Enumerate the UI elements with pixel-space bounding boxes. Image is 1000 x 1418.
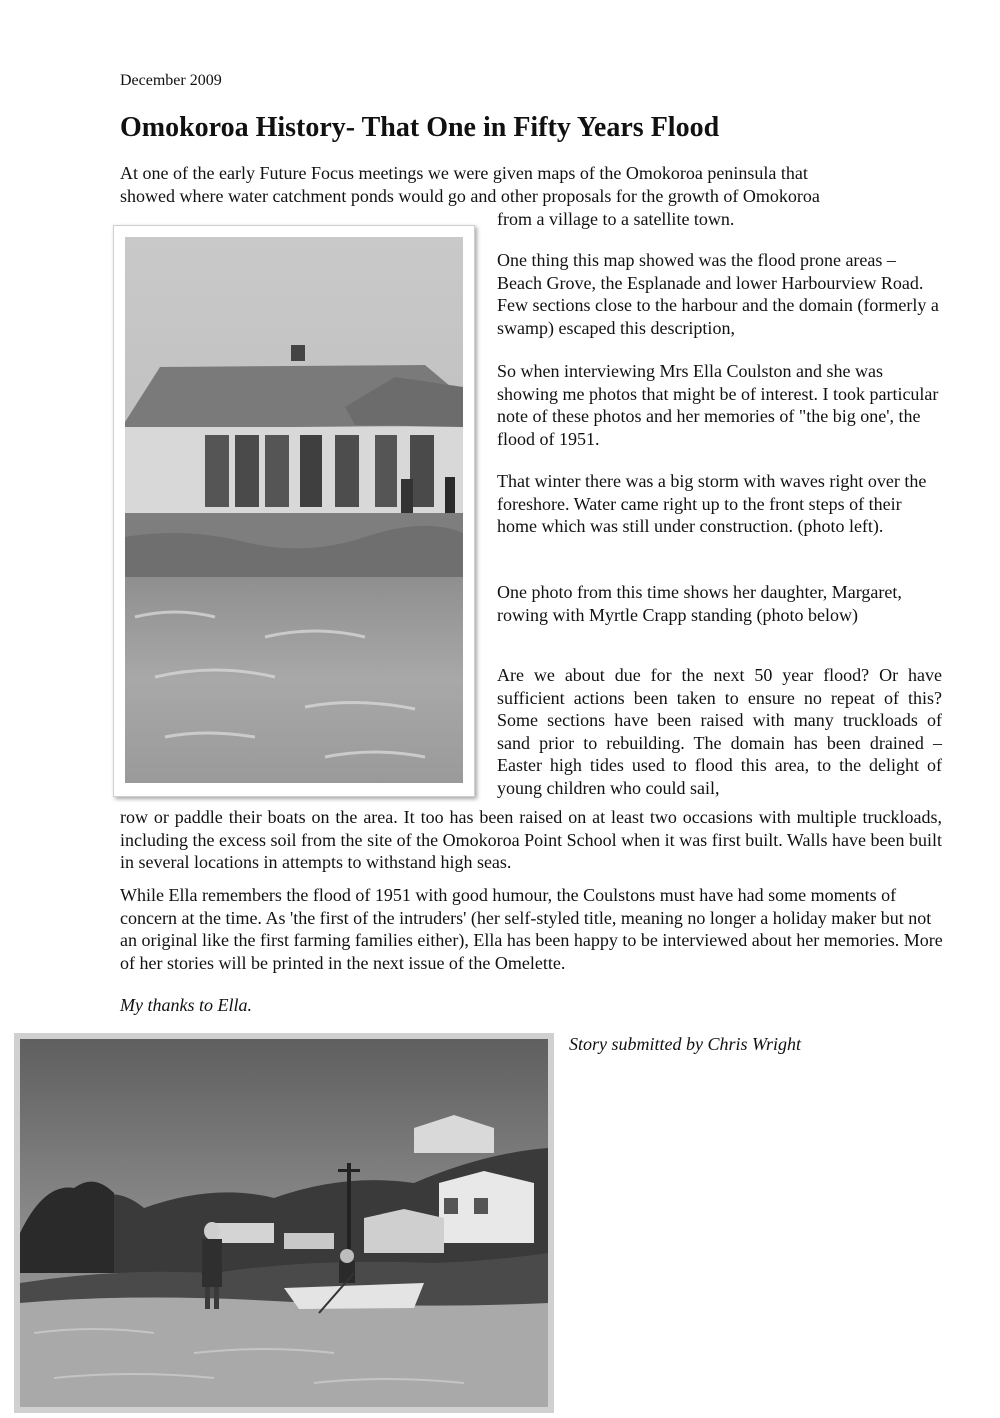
paragraph-flood-due-top: Are we about due for the next 50 year flood? Or have sufficient actions been taken to ensure no repeat of this? Some sections have been raised with many truckloads of sand prior to rebuilding. The domain has been drained – Easter high tides used to flood this area, to the delight of young children who could sail, (497, 665, 942, 798)
intro-line-1: At one of the early Future Focus meetings we were given maps of the Omokoroa peninsula that (120, 163, 808, 183)
paragraph-map: One thing this map showed was the flood prone areas – Beach Grove, the Esplanade and lower Harbourview Road. Few sections close to the harbour and the domain (formerly a swamp) escaped this description, (497, 250, 939, 338)
thanks-line: My thanks to Ella. (120, 995, 252, 1015)
intro-line-2: showed where water catchment ponds would go and other proposals for the growth of Omokoroa (120, 186, 820, 206)
paragraph-interview: So when interviewing Mrs Ella Coulston and she was showing me photos that might be of interest. I took particular note of these photos and her memories of "the big one', the flood of 1951. (497, 361, 939, 449)
house-flood-photo (113, 225, 475, 797)
issue-date: December 2009 (120, 72, 222, 89)
paragraph-photo-note: One photo from this time shows her daughter, Margaret, rowing with Myrtle Crapp standing (photo below) (497, 582, 902, 625)
paragraph-flood-due-bottom: row or paddle their boats on the area. It too has been raised on at least two occasions with multiple truckloads, including the excess soil from the site of the Omokoroa Point School when it was first built. Walls have been built in several locations in attempts to withstand high seas. (120, 807, 942, 872)
rowing-flood-photo (14, 1033, 554, 1413)
rowing-photo-image (14, 1033, 554, 1413)
article-title: Omokoroa History- That One in Fifty Years Flood (120, 112, 720, 143)
intro-line-3: from a village to a satellite town. (497, 209, 735, 229)
story-credit: Story submitted by Chris Wright (569, 1034, 802, 1054)
paragraph-ella: While Ella remembers the flood of 1951 with good humour, the Coulstons must have had some moments of concern at the time. As 'the first of the intruders' (her self-styled title, meaning no longer a holiday maker but not an original like the first farming families either), Ella has been happy to be interviewed about her memories. More of her stories will be printed in the next issue of the Omelette. (120, 885, 943, 973)
paragraph-winter: That winter there was a big storm with waves right over the foreshore. Water came right up to the front steps of their home which was still under construction. (photo left). (497, 471, 927, 536)
house-photo-image (125, 237, 463, 783)
